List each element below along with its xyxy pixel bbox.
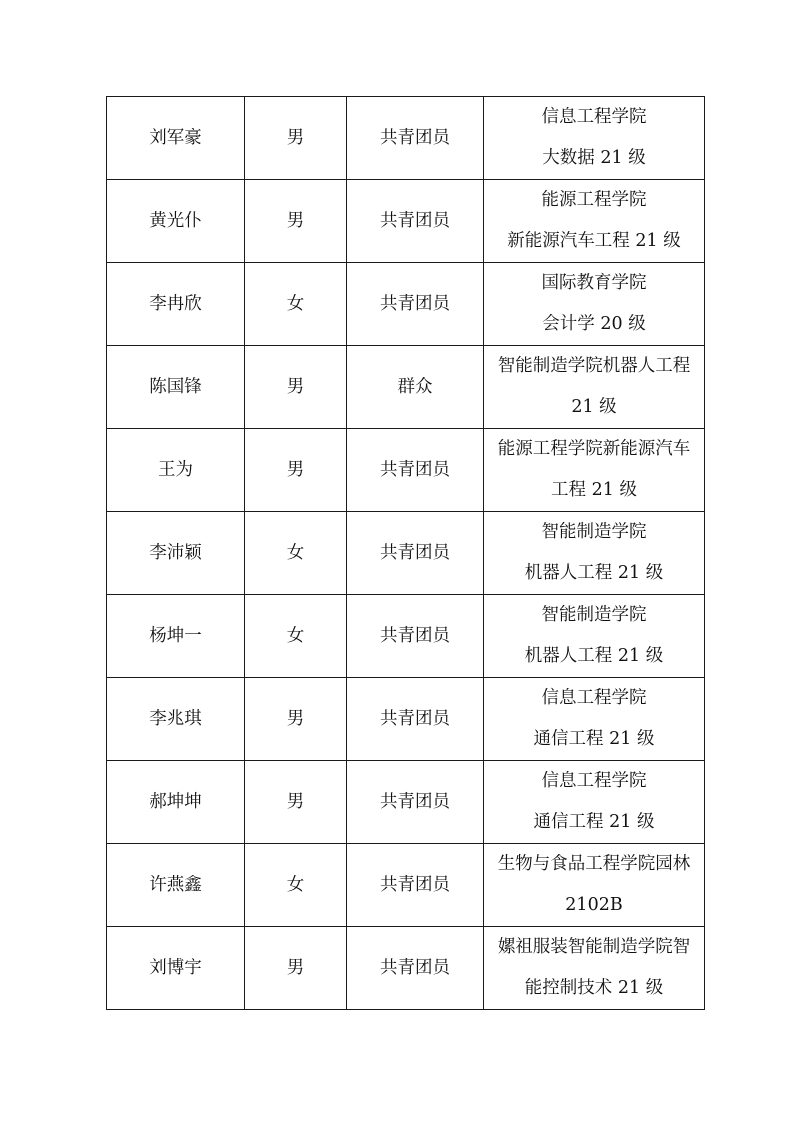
unit-line: 2102B <box>565 895 623 915</box>
gender-cell: 男 <box>245 180 347 263</box>
gender-cell: 女 <box>245 595 347 678</box>
unit-cell <box>484 927 705 1010</box>
unit-line: 能源工程学院 <box>541 190 647 210</box>
political-status-cell: 共青团员 <box>347 595 484 678</box>
unit-line: 信息工程学院 <box>541 688 647 708</box>
unit-line: 通信工程 21 级 <box>533 812 655 832</box>
unit-line: 通信工程 21 级 <box>533 729 655 749</box>
unit-line: 工程 21 级 <box>551 480 637 500</box>
unit-line: 能源工程学院新能源汽车 <box>497 439 691 459</box>
table-row <box>107 844 705 927</box>
unit-cell <box>484 180 705 263</box>
name-cell: 刘军豪 <box>107 97 245 180</box>
political-status-cell: 共青团员 <box>347 180 484 263</box>
gender-cell: 女 <box>245 263 347 346</box>
unit-cell <box>484 844 705 927</box>
gender-cell: 女 <box>245 512 347 595</box>
name-cell: 王为 <box>107 429 245 512</box>
gender-cell: 男 <box>245 761 347 844</box>
unit-cell <box>484 263 705 346</box>
unit-line: 智能制造学院 <box>541 522 647 542</box>
political-status-cell: 共青团员 <box>347 678 484 761</box>
unit-line: 机器人工程 21 级 <box>524 563 664 583</box>
political-status-cell: 共青团员 <box>347 429 484 512</box>
gender-cell: 男 <box>245 97 347 180</box>
unit-cell <box>484 761 705 844</box>
table-row <box>107 927 705 1010</box>
unit-line: 嫘祖服装智能制造学院智 <box>497 937 691 957</box>
name-cell: 刘博宇 <box>107 927 245 1010</box>
name-cell: 李兆琪 <box>107 678 245 761</box>
name-cell: 黄光仆 <box>107 180 245 263</box>
name-cell: 郝坤坤 <box>107 761 245 844</box>
table-row <box>107 761 705 844</box>
unit-line: 智能制造学院机器人工程 <box>497 356 691 376</box>
political-status-cell: 共青团员 <box>347 263 484 346</box>
table-row <box>107 512 705 595</box>
table-row <box>107 97 705 180</box>
political-status-cell: 共青团员 <box>347 97 484 180</box>
unit-cell <box>484 346 705 429</box>
member-table <box>106 96 705 1010</box>
name-cell: 李沛颖 <box>107 512 245 595</box>
table-row <box>107 429 705 512</box>
unit-cell <box>484 595 705 678</box>
table-row <box>107 180 705 263</box>
unit-cell <box>484 97 705 180</box>
member-table-body <box>107 97 705 1010</box>
gender-cell: 男 <box>245 927 347 1010</box>
unit-line: 生物与食品工程学院园林 <box>497 854 691 874</box>
gender-cell: 男 <box>245 346 347 429</box>
gender-cell: 男 <box>245 678 347 761</box>
unit-line: 信息工程学院 <box>541 107 647 127</box>
unit-cell <box>484 429 705 512</box>
political-status-cell: 共青团员 <box>347 927 484 1010</box>
unit-line: 信息工程学院 <box>541 771 647 791</box>
unit-line: 21 级 <box>571 397 617 417</box>
table-row <box>107 263 705 346</box>
table-row <box>107 346 705 429</box>
unit-line: 智能制造学院 <box>541 605 647 625</box>
table-row <box>107 678 705 761</box>
unit-line: 国际教育学院 <box>541 273 647 293</box>
name-cell: 李冉欣 <box>107 263 245 346</box>
name-cell: 许燕鑫 <box>107 844 245 927</box>
name-cell: 陈国锋 <box>107 346 245 429</box>
political-status-cell: 共青团员 <box>347 512 484 595</box>
political-status-cell: 共青团员 <box>347 844 484 927</box>
unit-cell <box>484 512 705 595</box>
table-row <box>107 595 705 678</box>
political-status-cell: 共青团员 <box>347 761 484 844</box>
unit-line: 机器人工程 21 级 <box>524 646 664 666</box>
unit-line: 会计学 20 级 <box>542 314 646 334</box>
name-cell: 杨坤一 <box>107 595 245 678</box>
unit-line: 新能源汽车工程 21 级 <box>507 231 681 251</box>
unit-cell <box>484 678 705 761</box>
political-status-cell: 群众 <box>347 346 484 429</box>
gender-cell: 男 <box>245 429 347 512</box>
unit-line: 能控制技术 21 级 <box>524 978 664 998</box>
unit-line: 大数据 21 级 <box>542 148 646 168</box>
gender-cell: 女 <box>245 844 347 927</box>
